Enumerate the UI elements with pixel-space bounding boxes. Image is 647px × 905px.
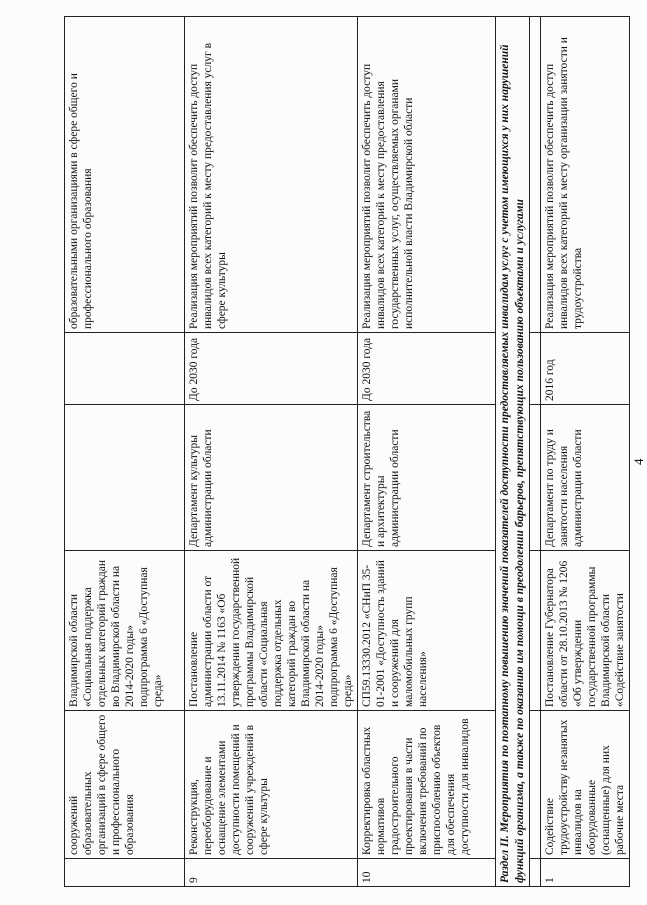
spacer-row [529, 17, 540, 887]
row-number [65, 859, 185, 887]
section-heading: Раздел II. Мероприятия по поэтапному повышению значений показателей доступности предоставляемых инвалидам услуг с учетом имеющихся у них нарушений функций организма, а также по оказанию им помощи в преодолении барьеров, препятствующих пользованию объектами и услугами [496, 17, 530, 887]
expected-result: Реализация мероприятий позволит обеспечить доступ инвалидов всех категорий к месту предоставления государственных услуг, осуществляемых органами исполнительной власти Владимирской области [358, 17, 496, 333]
measure-name: Реконструкция, переоборудование и оснащение элементами доступности помещений и сооружений учреждений в сфере культуры [185, 711, 358, 859]
row-number: 10 [358, 859, 496, 887]
section-row [496, 17, 530, 887]
table-row [540, 17, 629, 887]
measure-name: Корректировка областных нормативов градостроительного проектирования в части включения требований по приспособлению объектов для обеспечения доступности для инвалидов [358, 711, 496, 859]
row-number: 9 [185, 859, 358, 887]
expected-result: Реализация мероприятий позволит обеспечить доступ инвалидов всех категорий к месту предоставления услуг в сфере культуры [185, 17, 358, 333]
table-row [65, 17, 185, 887]
responsible-party: Департамент культуры администрации области [185, 405, 358, 551]
table-row [185, 17, 358, 887]
legal-basis: Постановление администрации области от 13.11.2014 № 1163 «Об утверждении государственной программы Владимирской области «Социальная поддержка отдельных категорий граждан во Владимирской области на 2014-2020 годы» подпрограмма 6 «Доступная среда» [185, 551, 358, 711]
page-number: 4 [631, 458, 646, 465]
legal-basis: Постановление Губернатора области от 28.10.2013 № 1206 «Об утверждении государственной программы Владимирской области «Содействие занятости [540, 551, 629, 711]
deadline: 2016 год [540, 333, 629, 405]
responsible-party: Департамент по труду и занятости населения администрации области [540, 405, 629, 551]
deadline [65, 333, 185, 405]
measure-name: Содействие трудоустройству незанятых инвалидов на оборудованные (оснащенные) для них рабочие места [540, 711, 629, 859]
legal-basis: Владимирской области «Социальная поддержка отдельных категорий граждан во Владимирской области на 2014-2020 годы» подпрограмма 6 «Доступная среда» [65, 551, 185, 711]
row-number: 1 [540, 859, 629, 887]
responsible-party [65, 405, 185, 551]
measure-name: сооружений образовательных организаций в сфере общего и профессионального образования [65, 711, 185, 859]
measures-table [64, 16, 630, 887]
expected-result: образовательными организациями в сфере общего и профессионального образования [65, 17, 185, 333]
deadline: До 2030 года [185, 333, 358, 405]
table-row [358, 17, 496, 887]
responsible-party: Департамент строительства и архитектуры администрации области [358, 405, 496, 551]
expected-result: Реализация мероприятий позволит обеспечить доступ инвалидов всех категорий к месту организации занятости и трудоустройства [540, 17, 629, 333]
legal-basis: СП59.13330.2012 «СНиП 35-01-2001 «Доступность зданий и сооружений для маломобильных групп населения» [358, 551, 496, 711]
deadline: До 2030 года [358, 333, 496, 405]
